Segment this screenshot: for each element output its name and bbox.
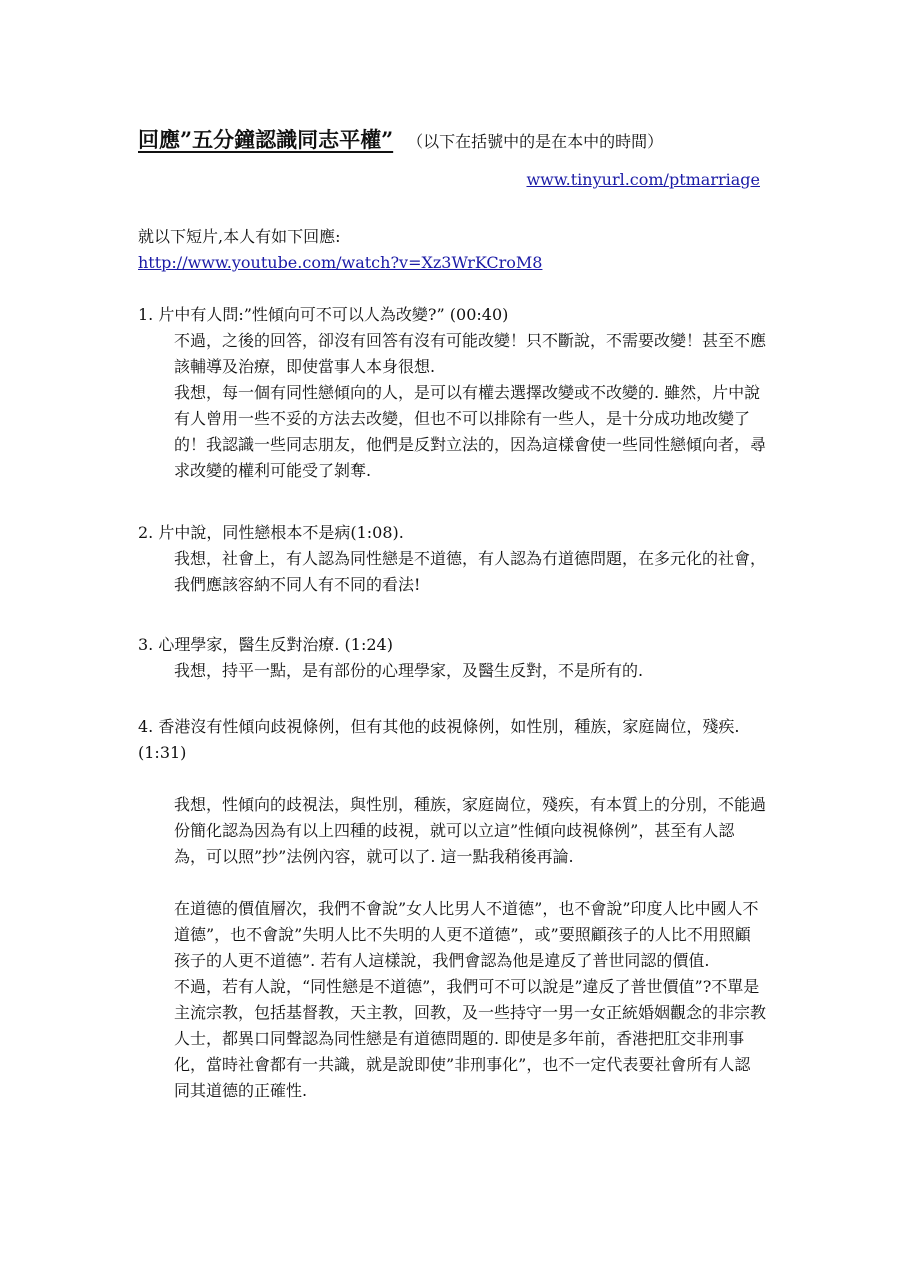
section-1-heading: 1. 片中有人問:”性傾向可不可以人為改變?” (00:40) [138,305,509,324]
section-3 [138,632,778,684]
title-note: （以下在括號中的是在本中的時間） [415,132,664,151]
section-1 [138,302,778,484]
document-title: 回應”五分鐘認識同志平權” [138,127,394,152]
section-3-heading: 3. 心理學家，醫生反對治療. (1:24) [138,635,393,654]
title-line [138,124,663,154]
section-1-paragraph-2: 我想，每一個有同性戀傾向的人，是可以有權去選擇改變或不改變的. 雖然，片中說有人曾用一些不妥的方法去改變，但也不可以排除有一些人，是十分成功地改變了的！我認識一些同志朋友，他們是反對立法的，因為這樣會使一些同性戀傾向者，尋求改變的權利可能受了剝奪. [174,383,767,480]
section-4-paragraph-1: 我想，性傾向的歧視法，與性別，種族，家庭崗位，殘疾，有本質上的分別，不能過份簡化認為因為有以上四種的歧視，就可以立這”性傾向歧視條例”，甚至有人認為，可以照”抄”法例內容，就可以了. 這一點我稍後再論. [174,795,767,866]
section-4 [138,714,778,1104]
section-4-paragraph-2: 在道德的價值層次，我們不會說”女人比男人不道德”，也不會說”印度人比中國人不道德”，也不會說”失明人比不失明的人更不道德”，或”要照顧孩子的人比不用照顧孩子的人更不道德”. 若有人這樣說，我們會認為他是違反了普世同認的價值. [174,899,759,970]
section-1-paragraph-1: 不過，之後的回答，卻沒有回答有沒有可能改變！只不斷說，不需要改變！甚至不應該輔導及治療，即使當事人本身很想. [174,331,767,376]
section-2-heading: 2. 片中說，同性戀根本不是病(1:08). [138,523,404,542]
spacer [138,766,778,792]
section-4-heading: 4. 香港沒有性傾向歧視條例，但有其他的歧視條例，如性別，種族，家庭崗位，殘疾. (1:31) [138,717,740,762]
section-2 [138,520,778,598]
reference-link[interactable]: www.tinyurl.com/ptmarriage [526,170,760,189]
spacer [138,870,778,896]
section-3-paragraph-1: 我想，持平一點，是有部份的心理學家，及醫生反對，不是所有的. [174,661,644,680]
intro-block [138,224,542,276]
intro-text: 就以下短片,本人有如下回應: [138,227,341,246]
video-link[interactable]: http://www.youtube.com/watch?v=Xz3WrKCroM8 [138,253,543,272]
section-2-paragraph-1: 我想，社會上，有人認為同性戀是不道德，有人認為冇道德問題，在多元化的社會，我們應該容納不同人有不同的看法! [174,549,767,594]
section-4-paragraph-3: 不過，若有人說，“同性戀是不道德”，我們可不可以說是”違反了普世價值”?不單是主流宗教，包括基督教，天主教，回教，及一些持守一男一女正統婚姻觀念的非宗教人士，都異口同聲認為同性戀是有道德問題的. 即使是多年前，香港把肛交非刑事化，當時社會都有一共識，就是說即使”非刑事化”，也不一定代表要社會所有人認同其道德的正確性. [174,977,767,1100]
